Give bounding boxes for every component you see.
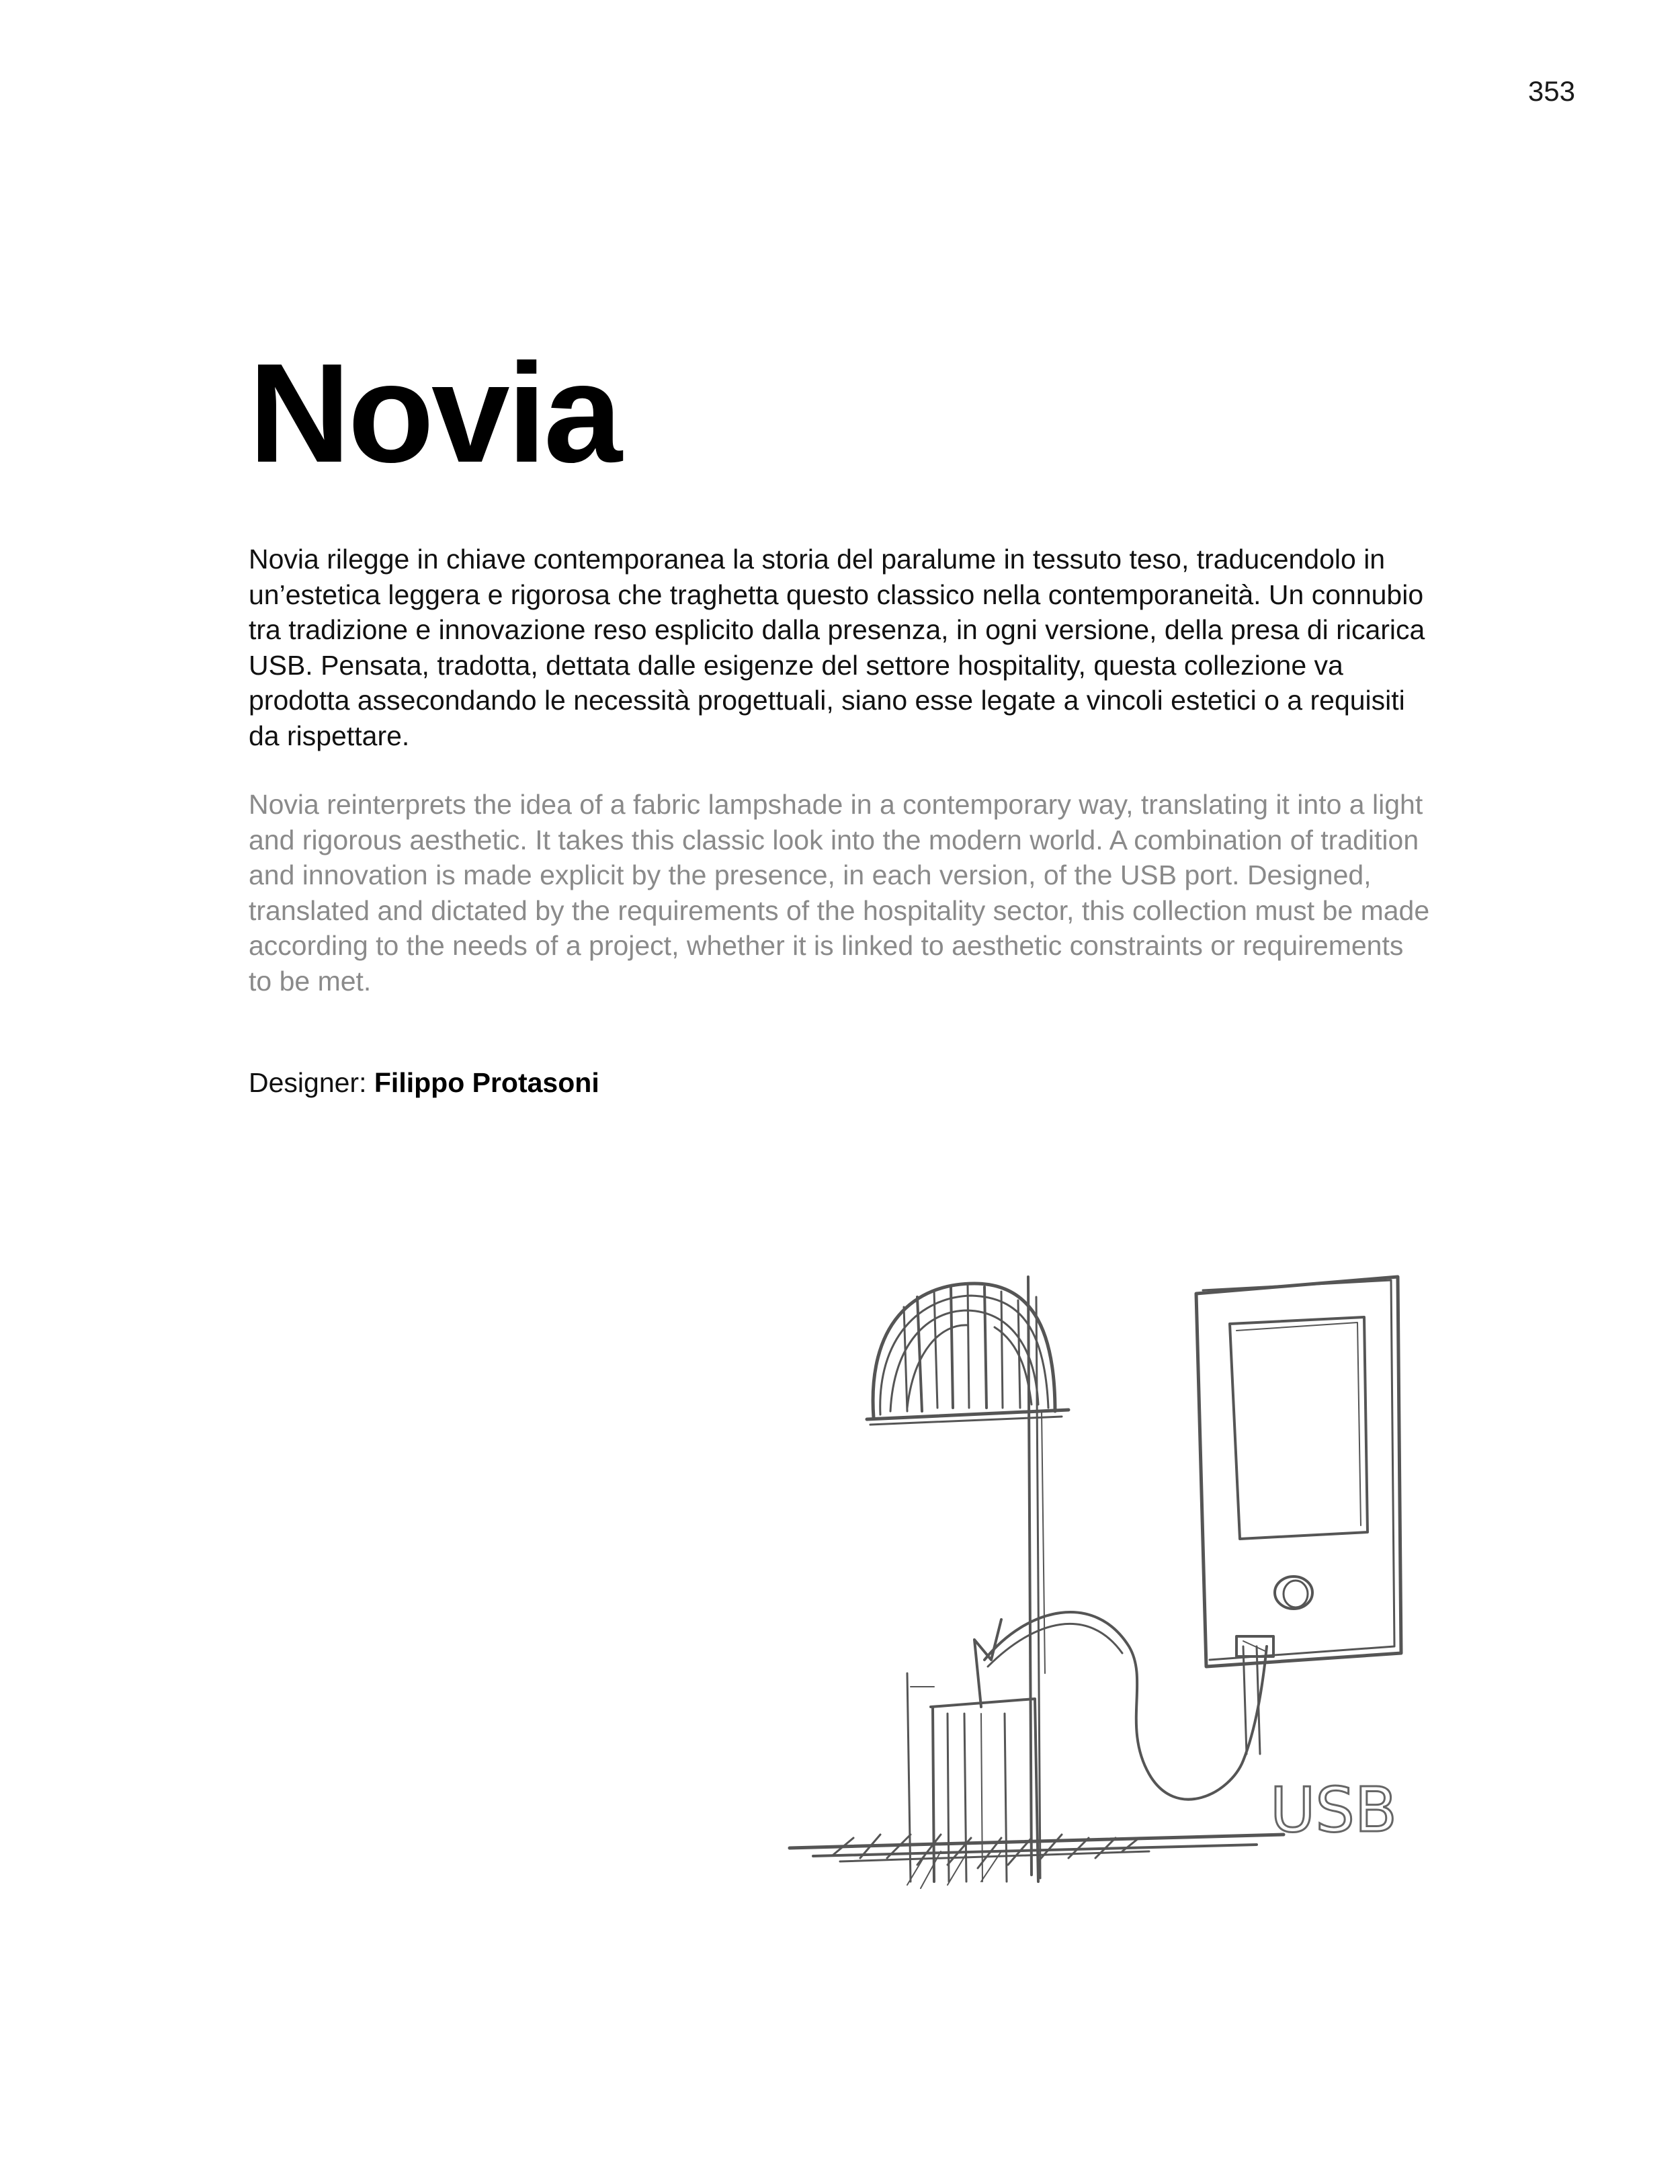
designer-name: Filippo Protasoni [374,1067,599,1098]
designer-label: Designer: [249,1067,367,1098]
designer-credit [249,1067,599,1099]
usb-charger-sketch [1196,1277,1401,1667]
description-english: Novia reinterprets the idea of a fabric lampshade in a contemporary way, translating it into a light and rigorous aesthetic. It takes this classic look into the modern world. A combination of tradition and innovation is made explicit by the presence, in each version, of the USB port. Designed, translated and dictated by the requirements of the hospitality sector, this collection must be made according to the needs of a project, whether it is linked to aesthetic constraints or requirements to be met. [249,789,1430,997]
lamp-sketch-icon [773,1243,1445,1949]
description-italian: Novia rilegge in chiave contemporanea la storia del paralume in tessuto teso, traducendolo in un’estetica leggera e rigorosa che traghetta questo classico nella contemporaneità. Un connubio tra tradizione e innovazione reso esplicito dalla presenza, in ogni versione, della presa di ricarica USB. Pensata, tradotta, dettata dalle esigenze del settore hospitality, questa collezione va prodotta assecondando le necessità progettuali, siano esse legate a vincoli estetici o a requisiti da rispettare. [249,544,1425,751]
product-title: Novia [249,334,620,492]
usb-label: USB [1270,1774,1397,1846]
cable-sketch [974,1612,1267,1800]
page-number: 353 [1527,75,1575,107]
lampshade-sketch [867,1284,1068,1425]
